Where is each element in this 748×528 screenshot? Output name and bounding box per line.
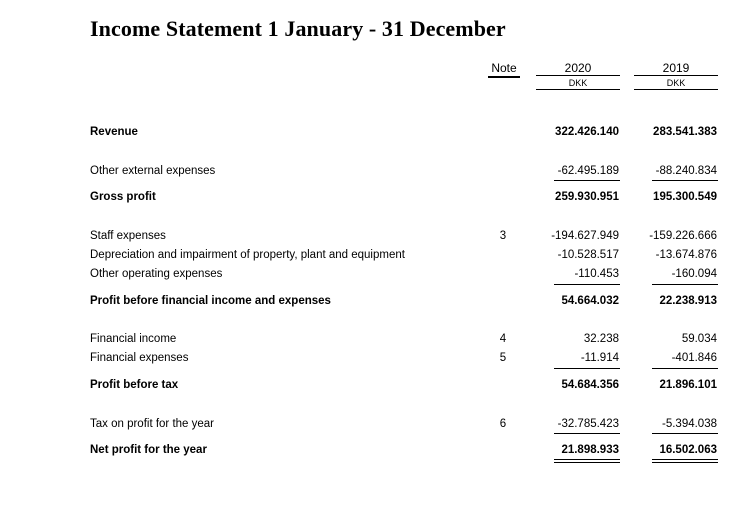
subtotal-rule-2020 bbox=[554, 284, 620, 285]
note-financial-expenses: 5 bbox=[499, 352, 507, 364]
value-2019-staff-expenses: -159.226.666 bbox=[649, 230, 717, 242]
value-2019-profit-before-financial: 22.238.913 bbox=[659, 295, 717, 307]
value-2019-profit-before-tax: 21.896.101 bbox=[659, 379, 717, 391]
row-label-financial-income: Financial income bbox=[90, 333, 177, 345]
row-label-gross-profit: Gross profit bbox=[90, 191, 156, 203]
value-2019-other-operating-expenses: -160.094 bbox=[671, 268, 717, 280]
subtotal-rule-2019 bbox=[652, 180, 718, 181]
row-label-financial-expenses: Financial expenses bbox=[90, 352, 189, 364]
total-double-rule-2020-top bbox=[554, 459, 620, 460]
total-double-rule-2020-bottom bbox=[554, 462, 620, 463]
unit-2020: DKK bbox=[568, 78, 588, 88]
total-double-rule-2019-bottom bbox=[652, 462, 718, 463]
unit-2019-rule bbox=[634, 89, 718, 90]
value-2019-financial-expenses: -401.846 bbox=[671, 352, 717, 364]
row-label-profit-before-financial: Profit before financial income and expenses bbox=[90, 295, 331, 307]
subtotal-rule-2020 bbox=[554, 180, 620, 181]
row-label-tax: Tax on profit for the year bbox=[90, 418, 215, 430]
year-2019-rule bbox=[634, 75, 718, 76]
value-2020-tax: -32.785.423 bbox=[557, 418, 619, 430]
total-double-rule-2019-top bbox=[652, 459, 718, 460]
value-2020-net-profit: 21.898.933 bbox=[561, 444, 619, 456]
value-2020-gross-profit: 259.930.951 bbox=[555, 191, 619, 203]
note-header-rule bbox=[488, 76, 520, 78]
note-staff-expenses: 3 bbox=[499, 230, 507, 242]
row-label-net-profit: Net profit for the year bbox=[90, 444, 207, 456]
value-2020-financial-expenses: -11.914 bbox=[580, 352, 619, 364]
value-2020-other-external-expenses: -62.495.189 bbox=[557, 165, 619, 177]
year-2020-rule bbox=[536, 75, 620, 76]
value-2019-depreciation: -13.674.876 bbox=[655, 249, 717, 261]
row-label-other-external-expenses: Other external expenses bbox=[90, 165, 216, 177]
subtotal-rule-2020 bbox=[554, 433, 620, 434]
value-2019-gross-profit: 195.300.549 bbox=[653, 191, 717, 203]
row-label-other-operating-expenses: Other operating expenses bbox=[90, 268, 223, 280]
unit-2020-rule bbox=[536, 89, 620, 90]
value-2020-depreciation: -10.528.517 bbox=[557, 249, 619, 261]
value-2020-other-operating-expenses: -110.453 bbox=[574, 268, 619, 280]
row-label-depreciation: Depreciation and impairment of property, plant and equipment bbox=[90, 249, 405, 261]
value-2020-revenue: 322.426.140 bbox=[555, 126, 619, 138]
value-2019-other-external-expenses: -88.240.834 bbox=[655, 165, 717, 177]
value-2020-profit-before-tax: 54.684.356 bbox=[561, 379, 619, 391]
value-2020-staff-expenses: -194.627.949 bbox=[551, 230, 619, 242]
value-2020-profit-before-financial: 54.664.032 bbox=[561, 295, 619, 307]
note-column-header: Note bbox=[491, 61, 517, 75]
year-2020-header: 2020 bbox=[564, 61, 592, 75]
statement-title: Income Statement 1 January - 31 December bbox=[90, 16, 506, 41]
row-label-profit-before-tax: Profit before tax bbox=[90, 379, 179, 391]
subtotal-rule-2019 bbox=[652, 284, 718, 285]
year-2019-header: 2019 bbox=[662, 61, 690, 75]
subtotal-rule-2020 bbox=[554, 368, 620, 369]
value-2019-tax: -5.394.038 bbox=[662, 418, 717, 430]
note-tax: 6 bbox=[499, 418, 507, 430]
unit-2019: DKK bbox=[666, 78, 686, 88]
row-label-staff-expenses: Staff expenses bbox=[90, 230, 166, 242]
value-2019-financial-income: 59.034 bbox=[681, 333, 717, 345]
value-2019-revenue: 283.541.383 bbox=[653, 126, 717, 138]
subtotal-rule-2019 bbox=[652, 433, 718, 434]
value-2019-net-profit: 16.502.063 bbox=[659, 444, 717, 456]
subtotal-rule-2019 bbox=[652, 368, 718, 369]
row-label-revenue: Revenue bbox=[90, 126, 138, 138]
note-financial-income: 4 bbox=[499, 333, 507, 345]
value-2020-financial-income: 32.238 bbox=[583, 333, 619, 345]
